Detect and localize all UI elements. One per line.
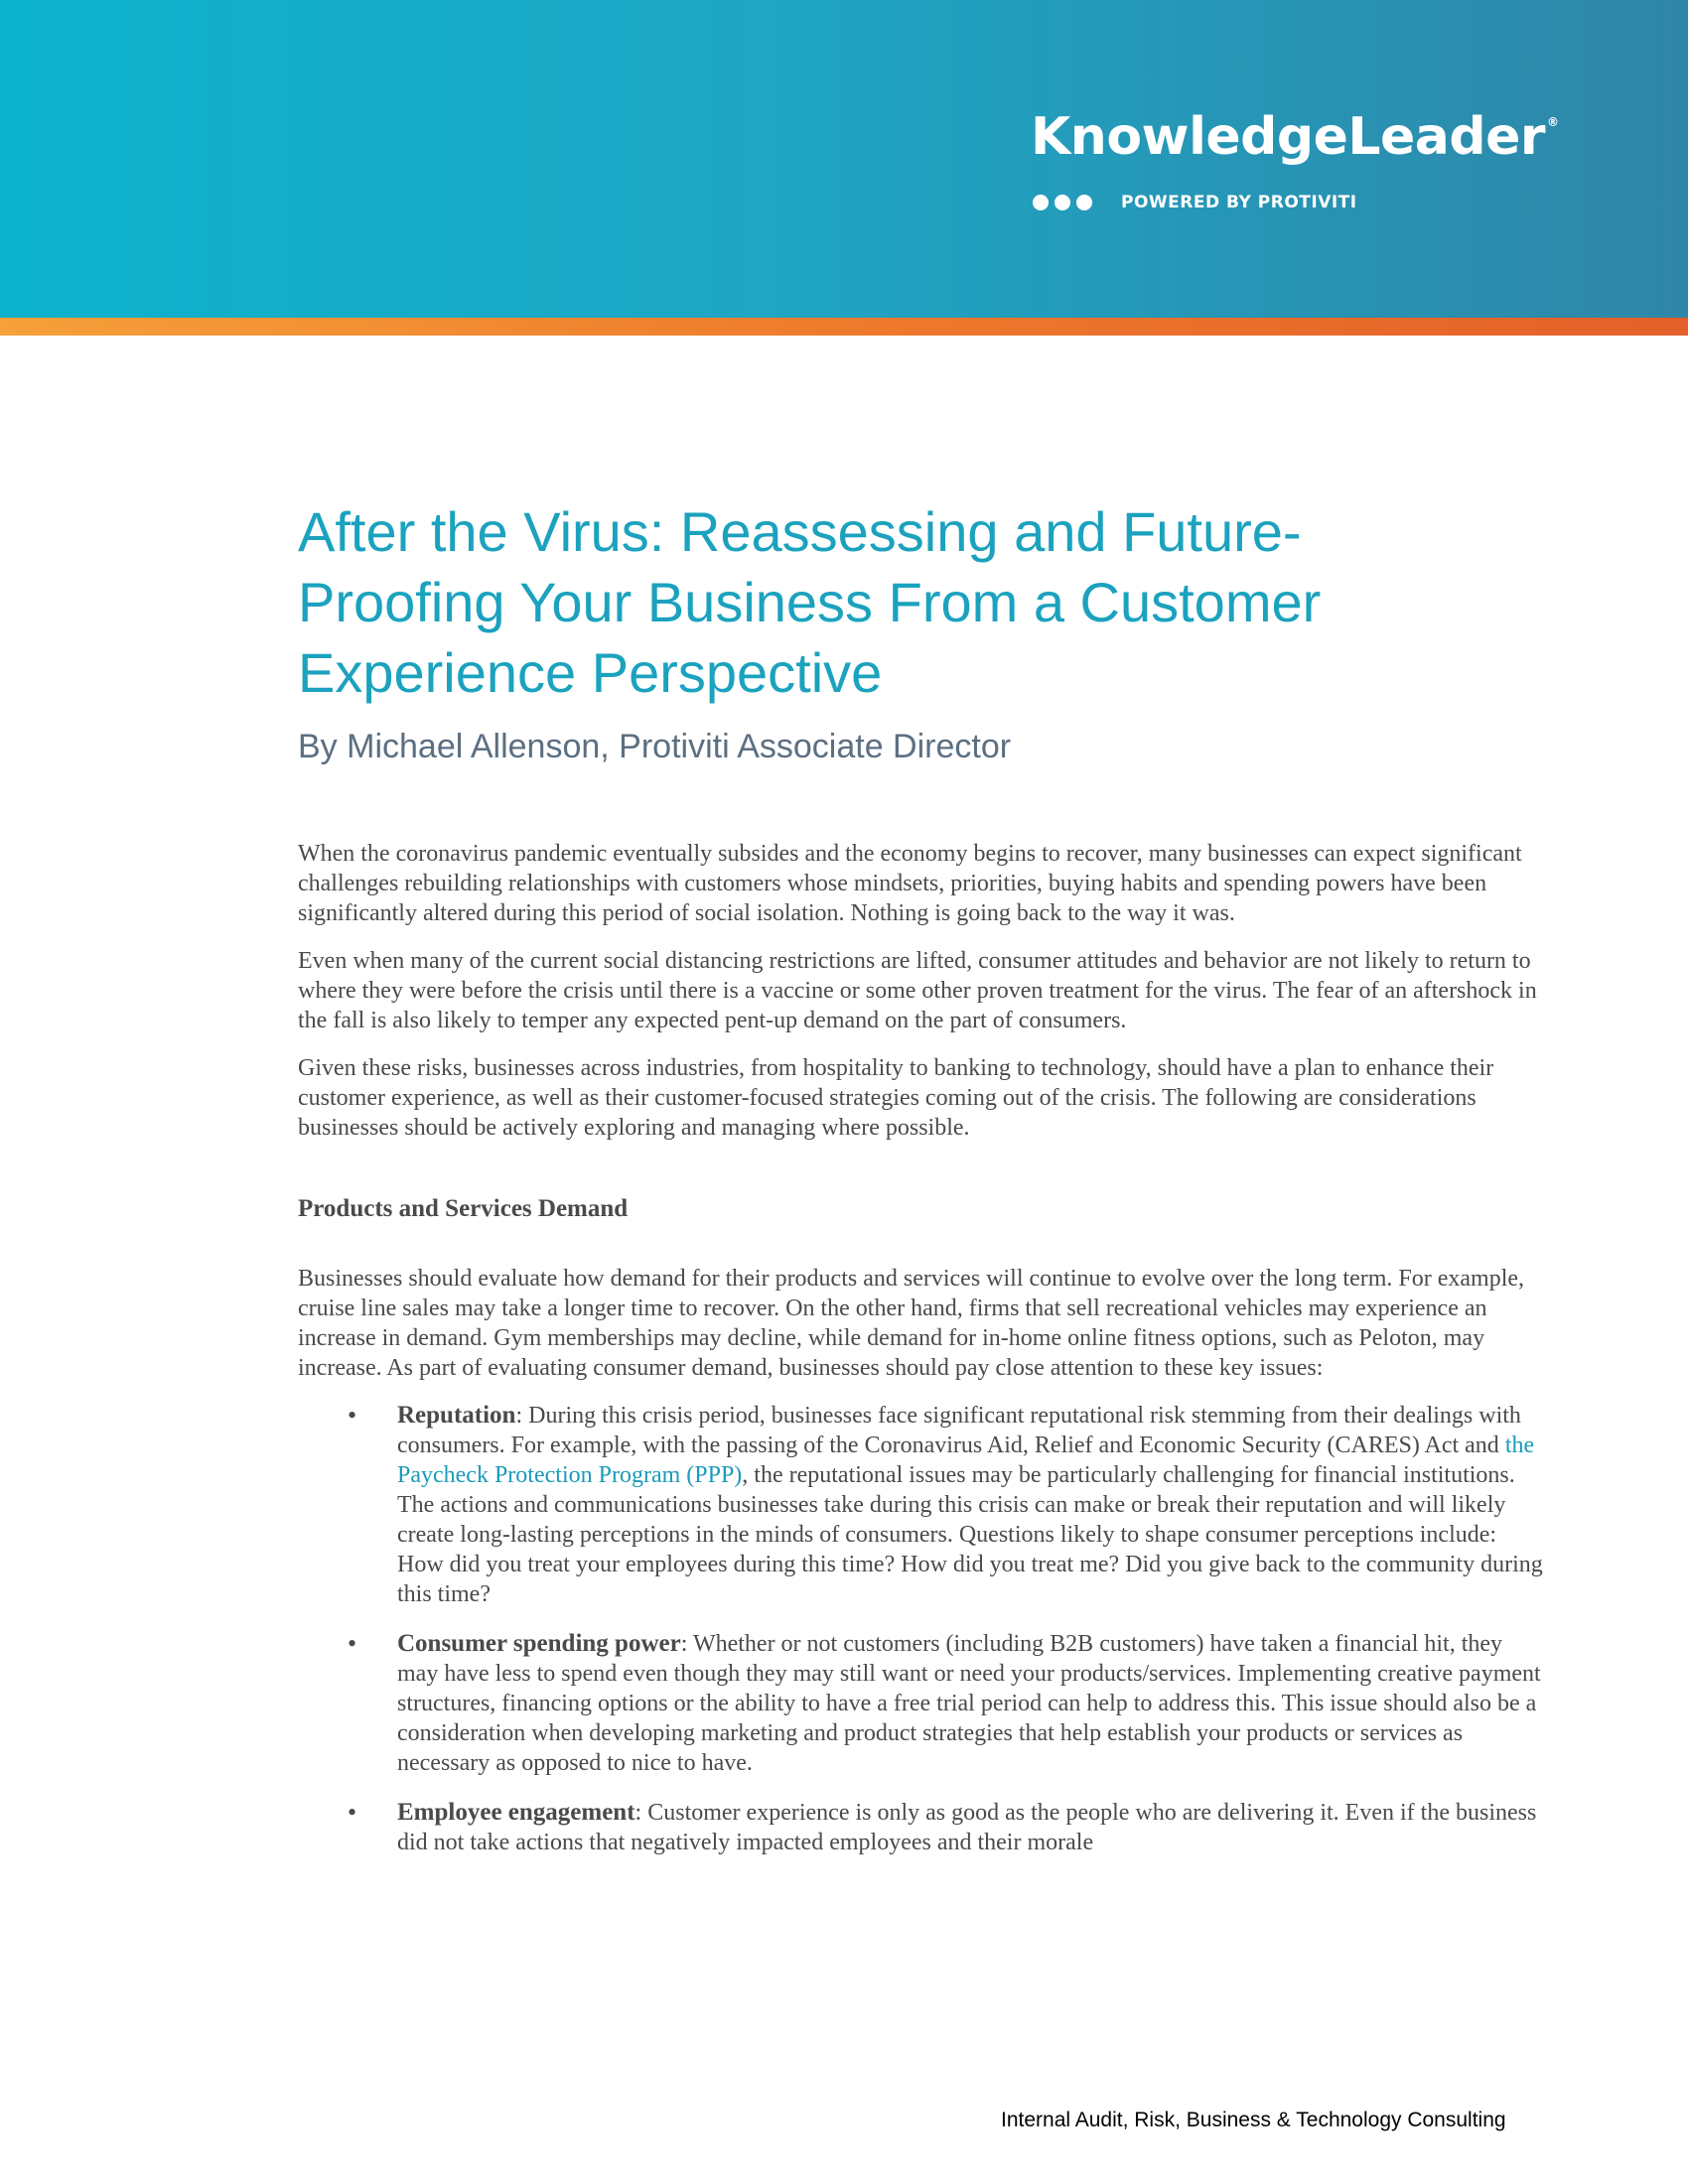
intro-paragraph: Given these risks, businesses across industries, from hospitality to banking to technology, should have a plan to enhance their customer experience, as well as their customer-focused strategies coming out of the crisis. The following are considerations businesses should be actively exploring and managing where possible. bbox=[298, 1055, 1494, 1141]
list-item bbox=[397, 1798, 1544, 1857]
powered-by-label: POWERED BY PROTIVITI bbox=[1121, 193, 1357, 212]
intro-paragraph: When the coronavirus pandemic eventually subsides and the economy begins to recover, many businesses can expect significant challenges rebuilding relationships with customers whose mindsets, priorities, buying habits and spending powers have been significantly altered during this period of social isolation. Nothing is going back to the way it was. bbox=[298, 841, 1522, 926]
intro-paragraph: Even when many of the current social distancing restrictions are lifted, consumer attitudes and behavior are not likely to return to where they were before the crisis until there is a vaccine or some other proven treatment for the virus. The fear of an aftershock in the fall is also likely to temper any expected pent-up demand on the part of consumers. bbox=[298, 948, 1537, 1033]
list-item bbox=[397, 1629, 1544, 1778]
bullet-text: , the reputational issues may be particularly challenging for financial institutions. The actions and communications businesses take during this crisis can make or break their reputation and will likely create long-lasting perceptions in the minds of consumers. Questions likely to shape consumer perceptions include: How did you treat your employees during this time? How did you treat me? Did you give back to the community during this time? bbox=[397, 1462, 1543, 1607]
registered-mark: ® bbox=[1547, 115, 1559, 129]
header-banner bbox=[0, 0, 1688, 318]
bullet-text: : During this crisis period, businesses face significant reputational risk stemming from their dealings with consumers. For example, with the passing of the Coronavirus Aid, Relief and Economic Security (CARES) Act and bbox=[397, 1403, 1521, 1458]
brand-dots-icon bbox=[1033, 195, 1092, 210]
section-heading: Products and Services Demand bbox=[298, 1195, 629, 1222]
section-paragraph: Businesses should evaluate how demand for their products and services will continue to evolve over the long term. For example, cruise line sales may take a longer time to recover. On the other hand, firms that sell recreational vehicles may experience an increase in demand. Gym memberships may decline, while demand for in-home online fitness options, such as Peloton, may increase. As part of evaluating consumer demand, businesses should pay close attention to these key issues: bbox=[298, 1266, 1525, 1381]
bullet-text: : Whether or not customers (including B2B customers) have taken a financial hit, they may have less to spend even though they may still want or need your products/services. Implementing creative payment structures, financing options or the ability to have a free trial period can help to address this. This issue should also be a consideration when developing marketing and product strategies that help establish your products or services as necessary as opposed to nice to have. bbox=[397, 1631, 1541, 1776]
bullet-term: Reputation bbox=[397, 1402, 516, 1429]
header-accent-stripe bbox=[0, 318, 1688, 336]
article-title: After the Virus: Reassessing and Future-Proofing Your Business From a Customer Experience Perspective bbox=[298, 500, 1322, 704]
brand-logo bbox=[1031, 107, 1559, 167]
key-issues-list bbox=[298, 1401, 1544, 1857]
list-item bbox=[397, 1401, 1544, 1609]
article-body bbox=[298, 839, 1544, 1877]
footer-tagline: Internal Audit, Risk, Business & Technology Consulting bbox=[1001, 2109, 1506, 2131]
article-byline: By Michael Allenson, Protiviti Associate Director bbox=[298, 728, 1012, 765]
ppp-link[interactable]: the Paycheck Protection Program (PPP) bbox=[397, 1433, 1535, 1488]
brand-name: KnowledgeLeader bbox=[1031, 107, 1546, 167]
bullet-text: : Customer experience is only as good as the people who are delivering it. Even if the business did not take actions that negatively impacted employees and their morale bbox=[397, 1800, 1537, 1855]
bullet-term: Employee engagement bbox=[397, 1799, 635, 1826]
bullet-term: Consumer spending power bbox=[397, 1630, 681, 1657]
